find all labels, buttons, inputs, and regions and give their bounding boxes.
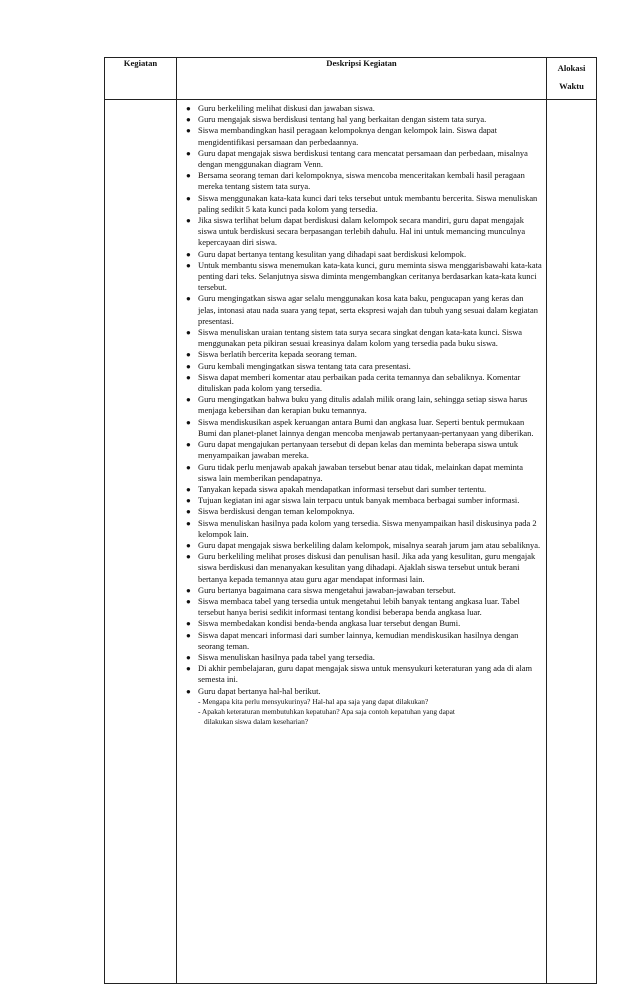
bullet-icon: ● bbox=[186, 372, 191, 382]
last-item-sub1: - Mengapa kita perlu mensyukurinya? Hal-hal apa saja yang dapat dilakukan? bbox=[198, 696, 429, 706]
header-deskripsi: Deskripsi Kegiatan bbox=[177, 58, 547, 100]
bullet-icon: ● bbox=[186, 148, 191, 158]
lesson-activity-table bbox=[104, 57, 597, 984]
list-item-text: Siswa membedakan kondisi benda-benda angkasa luar tersebut dengan Bumi. bbox=[198, 618, 461, 629]
bullet-icon: ● bbox=[186, 216, 191, 226]
list-item bbox=[186, 349, 542, 360]
list-item-text: Siswa berdiskusi dengan teman kelompoknya. bbox=[198, 506, 355, 517]
list-item bbox=[186, 327, 542, 349]
bullet-icon: ● bbox=[186, 361, 191, 371]
bullet-icon: ● bbox=[186, 417, 191, 427]
list-item bbox=[186, 125, 542, 147]
header-kegiatan: Kegiatan bbox=[105, 58, 177, 100]
list-item bbox=[186, 462, 542, 484]
list-item bbox=[186, 495, 542, 506]
list-item-text: Siswa membandingkan hasil peragaan kelompoknya dengan kelompok lain. Siswa dapat mengidentifikasi persamaan dan perbedaannya. bbox=[198, 125, 497, 147]
list-item-text: Guru mengingatkan siswa agar selalu menggunakan kosa kata baku, pengucapan yang keras dan jelas, intonasi atau nada suara yang tepat, serta ekspresi wajah dan tubuh yang sesuai dalam kegiatan presentasi. bbox=[198, 293, 538, 326]
list-item-text: Guru berkeliling melihat diskusi dan jawaban siswa. bbox=[198, 103, 375, 113]
bullet-icon: ● bbox=[186, 260, 191, 270]
list-item bbox=[186, 361, 542, 372]
header-alokasi-waktu bbox=[547, 58, 597, 100]
list-item-text: Siswa menggunakan kata-kata kunci dari teks tersebut untuk membantu bercerita. Siswa menuliskan paling sedikit 5 kata kunci pada kolom yang tersedia. bbox=[198, 192, 538, 214]
list-item bbox=[186, 114, 542, 125]
bullet-icon: ● bbox=[186, 652, 191, 662]
bullet-icon: ● bbox=[186, 440, 191, 450]
last-item-sub2b: dilakukan siswa dalam keseharian? bbox=[204, 716, 309, 726]
header-alokasi-line1: Alokasi bbox=[557, 63, 586, 73]
list-item-text: Guru mengajak siswa berdiskusi tentang hal yang berkaitan dengan sistem tata surya. bbox=[198, 114, 487, 125]
bullet-icon: ● bbox=[186, 328, 191, 338]
bullet-icon: ● bbox=[186, 171, 191, 181]
list-item-text: Jika siswa terlihat belum dapat berdiskusi dalam kelompok secara mandiri, guru dapat mengajak siswa untuk berdiskusi secara berpasangan terlebih dahulu. Hal ini untuk memancing munculnya kepercayaan diri siswa. bbox=[198, 215, 526, 248]
list-item bbox=[186, 439, 542, 461]
list-item-text: Guru dapat mengajak siswa berkeliling dalam kelompok, misalnya searah jarum jam atau sebaliknya. bbox=[198, 539, 541, 550]
list-item-text: Siswa dapat memberi komentar atau perbaikan pada cerita temannya dan sebaliknya. Komentar dituliskan pada kolom yang tersedia. bbox=[198, 371, 521, 394]
list-item-text: Guru berkeliling melihat proses diskusi dan penulisan hasil. Jika ada yang kesulitan, guru mengajak siswa berdiskusi dan menanyakan kesulitan yang dihadapi. Ajaklah siswa tersebut untuk berani bertanya kepada temannya atau guru agar mendapat informasi lain. bbox=[198, 551, 536, 584]
list-item bbox=[186, 193, 542, 215]
bullet-icon: ● bbox=[186, 115, 191, 125]
list-item bbox=[186, 170, 542, 192]
bullet-icon: ● bbox=[186, 664, 191, 674]
list-item-text: Guru dapat mengajukan pertanyaan tersebut di depan kelas dan meminta beberapa siswa untuk menyampaikan jawaban mereka. bbox=[198, 439, 519, 461]
list-item bbox=[186, 260, 542, 294]
list-item-last bbox=[186, 686, 542, 727]
bullet-icon: ● bbox=[186, 104, 191, 113]
bullet-icon: ● bbox=[186, 249, 191, 259]
list-item-text: Siswa menuliskan hasilnya pada tabel yang tersedia. bbox=[198, 651, 375, 662]
bullet-icon: ● bbox=[186, 552, 191, 562]
list-item-text: Siswa membaca tabel yang tersedia untuk mengetahui lebih banyak tentang angkasa luar. Tabel tersebut hanya berisi sedikit informasi tentang kondisi beberapa benda angkasa luar. bbox=[198, 595, 520, 618]
list-item bbox=[186, 596, 542, 618]
list-item bbox=[186, 585, 542, 596]
header-alokasi-line2: Waktu bbox=[559, 81, 584, 91]
list-item bbox=[186, 506, 542, 517]
list-item bbox=[186, 484, 542, 495]
list-item-text: Guru tidak perlu menjawab apakah jawaban tersebut benar atau tidak, melainkan dapat meminta siswa lain memberikan pendapatnya. bbox=[198, 461, 523, 483]
list-item-text: Guru kembali mengingatkan siswa tentang tata cara presentasi. bbox=[198, 360, 411, 371]
deskripsi-cell bbox=[177, 100, 547, 984]
bullet-icon: ● bbox=[186, 126, 191, 136]
list-item bbox=[186, 293, 542, 327]
table-body-row bbox=[105, 100, 597, 984]
bullet-icon: ● bbox=[186, 585, 191, 595]
bullet-icon: ● bbox=[186, 350, 191, 360]
last-item-sub2a: - Apakah keteraturan membutuhkan kepatuhan? Apa saja contoh kepatuhan yang dapat bbox=[198, 706, 455, 716]
list-item bbox=[186, 372, 542, 394]
list-item-text: Guru dapat mengajak siswa berdiskusi tentang cara mencatat persamaan dan perbedaan, misalnya dengan menggunakan diagram Venn. bbox=[198, 147, 528, 170]
list-item bbox=[186, 618, 542, 629]
list-item bbox=[186, 630, 542, 652]
list-item bbox=[186, 215, 542, 249]
list-item-text: Siswa berlatih bercerita kepada seorang teman. bbox=[198, 349, 357, 360]
bullet-icon: ● bbox=[186, 619, 191, 629]
list-item bbox=[186, 148, 542, 170]
list-item bbox=[186, 417, 542, 439]
list-item bbox=[186, 540, 542, 551]
list-item-text: Untuk membantu siswa menemukan kata-kata kunci, guru meminta siswa menggarisbawahi kata-kata penting dari teks. Selanjutnya siswa diminta mengembangkan ceritanya berdasarkan kata-kata kunci tersebut. bbox=[198, 259, 542, 293]
list-item bbox=[186, 249, 542, 260]
bullet-icon: ● bbox=[186, 630, 191, 640]
list-item-text: Siswa mendiskusikan aspek keruangan antara Bumi dan angkasa luar. Seperti bentuk permukaan Bumi dan planet-planet lainnya dengan mencoba menjawab pertanyaan-pertanyaan yang diberikan. bbox=[198, 416, 534, 438]
list-item-text: Guru dapat bertanya tentang kesulitan yang dihadapi saat berdiskusi kelompok. bbox=[198, 248, 467, 259]
bullet-icon: ● bbox=[186, 686, 191, 696]
bullet-icon: ● bbox=[186, 484, 191, 494]
list-item bbox=[186, 103, 542, 114]
table-header-row bbox=[105, 58, 597, 100]
list-item-text: Guru mengingatkan bahwa buku yang ditulis adalah milik orang lain, sehingga setiap siswa harus menjaga kebersihan dan kerapian buku temannya. bbox=[198, 394, 528, 416]
list-item bbox=[186, 551, 542, 585]
kegiatan-cell bbox=[105, 100, 177, 984]
list-item-text: Tanyakan kepada siswa apakah mendapatkan informasi tersebut dari sumber tertentu. bbox=[198, 483, 487, 494]
bullet-icon: ● bbox=[186, 193, 191, 203]
list-item-text: Tujuan kegiatan ini agar siswa lain terpacu untuk banyak membaca berbagai sumber informasi. bbox=[198, 495, 520, 506]
list-item bbox=[186, 394, 542, 416]
bullet-icon: ● bbox=[186, 518, 191, 528]
bullet-icon: ● bbox=[186, 540, 191, 550]
bullet-icon: ● bbox=[186, 596, 191, 606]
activity-list bbox=[177, 100, 546, 727]
bullet-icon: ● bbox=[186, 507, 191, 517]
list-item bbox=[186, 518, 542, 540]
list-item bbox=[186, 663, 542, 685]
list-item-text: Bersama seorang teman dari kelompoknya, siswa mencoba menceritakan kembali hasil peragaan mereka tentang sistem tata surya. bbox=[198, 170, 525, 192]
bullet-icon: ● bbox=[186, 395, 191, 405]
list-item-text: Di akhir pembelajaran, guru dapat mengajak siswa untuk mensyukuri keteraturan yang ada di alam semesta ini. bbox=[198, 663, 533, 685]
list-item-text: Siswa menuliskan uraian tentang sistem tata surya secara singkat dengan kata-kata kunci. Siswa menggunakan peta pikiran sesuai kreasinya dalam kolom yang tersedia pada buku siswa. bbox=[198, 327, 523, 349]
last-item-text: Guru dapat bertanya hal-hal berikut. bbox=[198, 685, 321, 696]
alokasi-cell bbox=[547, 100, 597, 984]
list-item-text: Guru bertanya bagaimana cara siswa mengetahui jawaban-jawaban tersebut. bbox=[198, 584, 456, 595]
list-item-text: Siswa dapat mencari informasi dari sumber lainnya, kemudian mendiskusikan hasilnya dengan seorang teman. bbox=[198, 629, 519, 651]
list-item-text: Siswa menuliskan hasilnya pada kolom yang tersedia. Siswa menyampaikan hasil diskusinya pada 2 kelompok lain. bbox=[198, 517, 537, 539]
list-item bbox=[186, 652, 542, 663]
bullet-icon: ● bbox=[186, 294, 191, 304]
bullet-icon: ● bbox=[186, 462, 191, 472]
bullet-icon: ● bbox=[186, 496, 191, 506]
